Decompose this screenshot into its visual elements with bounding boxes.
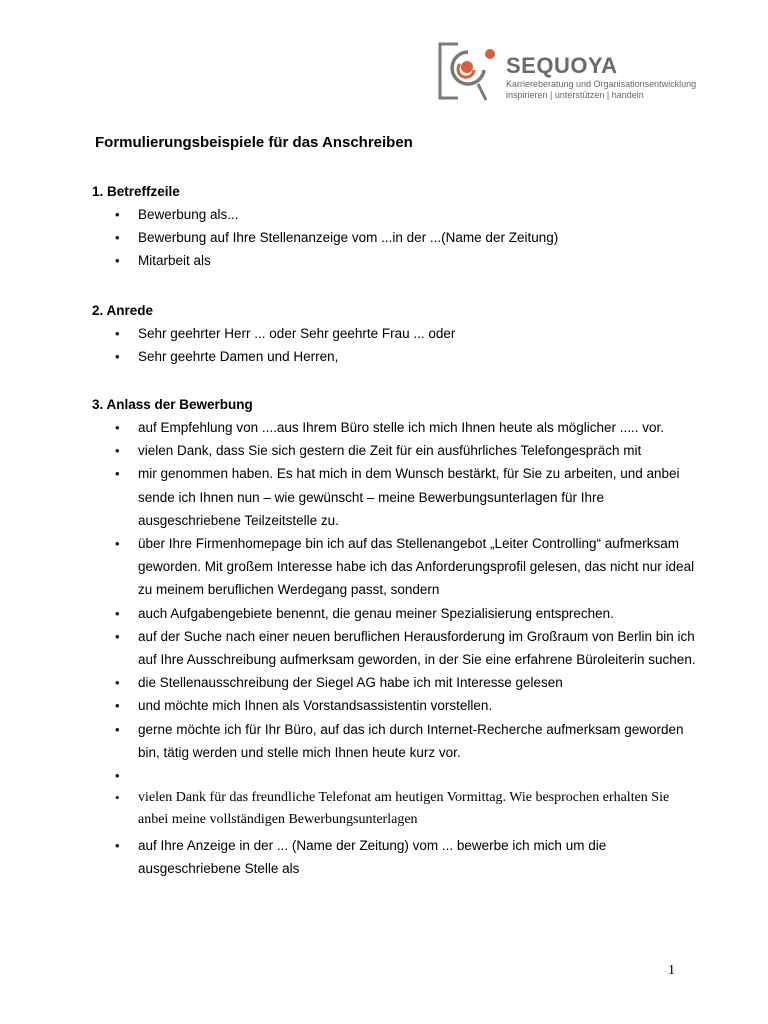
list-item: [92, 834, 698, 880]
list-item: [92, 462, 698, 532]
list-item: [92, 602, 698, 625]
sequoya-logo-icon: [436, 40, 500, 102]
bullet-icon: •: [115, 675, 120, 691]
page-title: Formulierungsbeispiele für das Anschreiben: [95, 134, 413, 151]
list-item: [92, 345, 698, 368]
list-item: [92, 439, 698, 462]
list-item-text: Bewerbung auf Ihre Stellenanzeige vom ...in der ...(Name der Zeitung): [138, 230, 559, 246]
list-item-text: über Ihre Firmenhomepage bin ich auf das Stellenangebot „Leiter Controlling“ aufmerksam geworden. Mit großem Interesse habe ich das Anforderungsprofil gelesen, das nicht nur ideal zu meinem beruflichen Werdegang passt, sondern: [138, 536, 695, 598]
list-item: [92, 416, 698, 439]
list-item: [92, 787, 698, 831]
bullet-list: [92, 203, 698, 273]
list-item-text: vielen Dank für das freundliche Telefonat am heutigen Vormittag. Wie besprochen erhalten Sie anbei meine vollständigen Bewerbungsunterlagen: [138, 790, 670, 828]
bullet-list: [92, 322, 698, 368]
list-item: [92, 625, 698, 671]
bullet-icon: •: [115, 326, 120, 341]
logo-brand: SEQUOYA: [506, 53, 618, 78]
bullet-icon: •: [115, 698, 120, 714]
bullet-icon: •: [115, 443, 120, 459]
list-item-text: gerne möchte ich für Ihr Büro, auf das ich durch Internet-Recherche aufmerksam geworden bin, tätig werden und stelle mich Ihnen heute kurz vor.: [138, 721, 684, 760]
bullet-icon: •: [115, 790, 120, 806]
list-item: [92, 694, 698, 717]
list-item-text: Sehr geehrte Damen und Herren,: [138, 349, 339, 365]
list-item-text: Bewerbung als...: [138, 207, 239, 222]
list-item: [92, 671, 698, 694]
bullet-icon: •: [115, 253, 120, 269]
section-heading: 2. Anrede: [92, 303, 154, 318]
list-item-text: auf der Suche nach einer neuen beruflichen Herausforderung im Großraum von Berlin bin ich auf Ihre Ausschreibung aufmerksam geworden, in der Sie eine erfahrene Büroleiterin suchen.: [138, 628, 696, 668]
section-betreffzeile: [92, 180, 698, 273]
list-item: [92, 718, 698, 764]
section-heading: 3. Anlass der Bewerbung: [92, 397, 253, 412]
sequoya-logo: [436, 40, 706, 102]
bullet-icon: •: [115, 838, 120, 854]
logo-tagline-1: Karriereberatung und Organisationsentwicklung: [506, 79, 697, 89]
section-heading: 1. Betreffzeile: [92, 184, 180, 199]
bullet-icon: •: [115, 466, 120, 482]
list-item-text: mir genommen haben. Es hat mich in dem Wunsch bestärkt, für Sie zu arbeiten, und anbei sende ich Ihnen nun – wie gewünscht – meine Bewerbungsunterlagen für Ihre ausgeschriebene Teilzeitstelle zu.: [138, 466, 680, 528]
list-item-text: Sehr geehrter Herr ... oder Sehr geehrte Frau ... oder: [138, 326, 456, 341]
list-item: [92, 249, 698, 272]
bullet-list: [92, 416, 698, 880]
bullet-icon: •: [115, 768, 120, 784]
bullet-icon: •: [115, 536, 120, 552]
list-item: [92, 532, 698, 602]
bullet-icon: •: [115, 628, 120, 644]
list-item-text: die Stellenausschreibung der Siegel AG habe ich mit Interesse gelesen: [138, 675, 563, 691]
list-item-text: Mitarbeit als: [138, 253, 211, 269]
bullet-icon: •: [115, 230, 120, 246]
list-item: [92, 322, 698, 345]
page-number: 1: [668, 963, 675, 978]
list-item: [92, 203, 698, 226]
list-item-text: auch Aufgabengebiete benennt, die genau meiner Spezialisierung entsprechen.: [138, 605, 614, 621]
section-anrede: [92, 299, 698, 368]
list-item-text: und möchte mich Ihnen als Vorstandsassistentin vorstellen.: [138, 698, 493, 714]
list-item-text: auf Empfehlung von ....aus Ihrem Büro stelle ich mich Ihnen heute als möglicher ..... vor.: [138, 420, 665, 435]
list-item-text: vielen Dank, dass Sie sich gestern die Zeit für ein ausführliches Telefongespräch mit: [138, 443, 642, 459]
list-item-text: auf Ihre Anzeige in der ... (Name der Zeitung) vom ... bewerbe ich mich um die ausgeschriebene Stelle als: [138, 838, 607, 877]
logo-tagline-2: inspirieren | unterstützen | handeln: [506, 90, 644, 100]
bullet-icon: •: [115, 349, 120, 365]
section-anlass: [92, 393, 698, 880]
bullet-icon: •: [115, 721, 120, 737]
list-item-empty: [92, 764, 698, 787]
bullet-icon: •: [115, 420, 120, 435]
list-item: [92, 226, 698, 249]
bullet-icon: •: [115, 605, 120, 621]
bullet-icon: •: [115, 207, 120, 222]
